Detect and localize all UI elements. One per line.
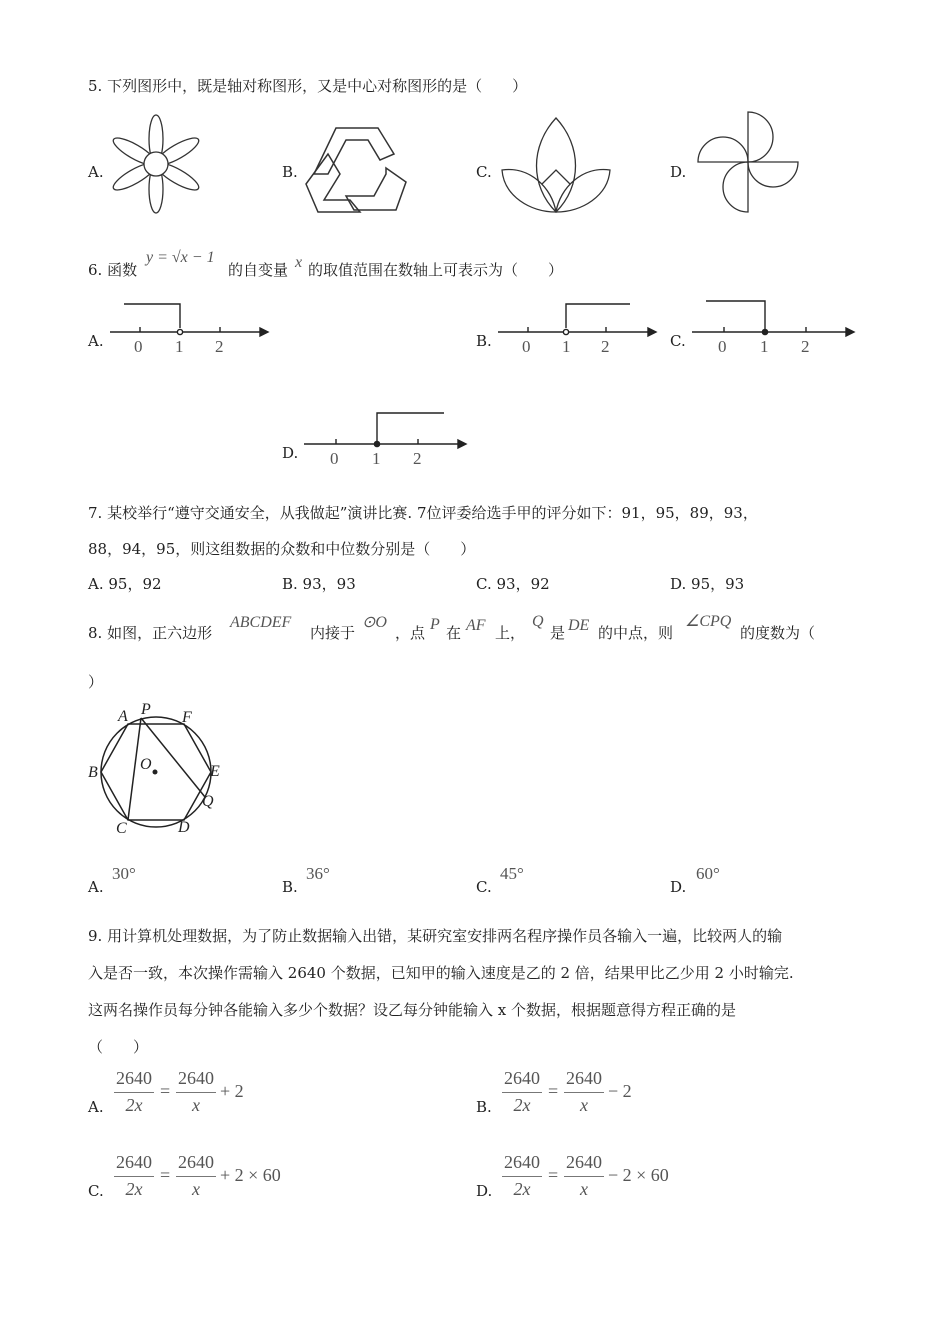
number-line-c: [692, 298, 856, 338]
q9-line-3: 这两名操作员每分钟各能输入多少个数据？设乙每分钟能输入 x 个数据，根据题意得方程正确的是: [88, 1001, 737, 1019]
q9-option-b-equation: [500, 1068, 640, 1120]
q8-stem-2: 内接于: [310, 624, 356, 642]
q9-a-tail: + 2: [220, 1081, 244, 1101]
q7-option-c: C. 93，92: [476, 575, 550, 593]
q9-line-2: 入是否一致，本次操作需输入 2640 个数据，已知甲的输入速度是乙的 2 倍，结果甲比乙少用 2 小时输完.: [88, 964, 794, 982]
q9-b-num1: 2640: [504, 1068, 540, 1088]
q6-option-c-label: C.: [670, 332, 686, 350]
q8-angle-cpq: ∠CPQ: [685, 613, 732, 630]
q6-option-a-label: A.: [88, 332, 104, 350]
number-line-c-tick-0: 0: [718, 337, 727, 356]
q8-option-d-letter: D.: [670, 878, 687, 896]
q8-stem-8: 的度数为（: [740, 624, 816, 642]
q9-b-den1: 2x: [513, 1095, 531, 1115]
q9-option-c-letter: C.: [88, 1182, 104, 1200]
number-line-b-tick-1: 1: [562, 337, 571, 356]
q6-stem-suffix: 的取值范围在数轴上可表示为（ ）: [308, 261, 564, 279]
q8-stem-1: 8. 如图，正六边形: [88, 624, 213, 642]
q5-option-d-label: D.: [670, 163, 687, 181]
hex-label-f: F: [182, 709, 192, 726]
q9-a-den2: x: [192, 1095, 200, 1115]
number-line-c-tick-2: 2: [801, 337, 810, 356]
number-line-d-tick-0: 0: [330, 449, 339, 468]
q9-d-tail: − 2 × 60: [608, 1165, 669, 1185]
q5-stem: 5. 下列图形中，既是轴对称图形，又是中心对称图形的是（ ）: [88, 77, 528, 95]
number-line-d: [304, 410, 468, 450]
q7-option-a: A. 95，92: [88, 575, 162, 593]
q5-option-a-label: A.: [88, 163, 104, 181]
number-line-a-tick-1: 1: [175, 337, 184, 356]
q9-c-eq: =: [160, 1165, 171, 1185]
number-line-a: [110, 300, 270, 340]
q9-a-den1: 2x: [125, 1095, 143, 1115]
q8-stem-4: 在: [446, 624, 462, 642]
hex-label-b: B: [88, 764, 98, 781]
number-line-c-tick-1: 1: [760, 337, 769, 356]
hex-label-q: Q: [202, 793, 214, 810]
number-line-b: [498, 300, 658, 340]
q8-stem-7: 的中点，则: [598, 624, 674, 642]
q8-option-c-letter: C.: [476, 878, 492, 896]
hex-label-e: E: [210, 763, 220, 780]
lotus-figure: [500, 116, 612, 214]
q6-option-d-label: D.: [282, 444, 299, 462]
q6-variable: x: [295, 254, 303, 271]
q8-stem-6: 是: [550, 624, 566, 642]
q9-c-den2: x: [192, 1179, 200, 1199]
q7-line-1: 7. 某校举行“遵守交通安全，从我做起”演讲比赛. 7位评委给选手甲的评分如下：91，95，89，93，: [88, 504, 758, 522]
number-line-d-tick-1: 1: [372, 449, 381, 468]
q8-arc-de: DE: [568, 617, 590, 634]
recycle-hexagon-figure: [306, 124, 408, 216]
q9-d-den1: 2x: [513, 1179, 531, 1199]
q7-line-2: 88，94，95，则这组数据的众数和中位数分别是（ ）: [88, 540, 476, 558]
hex-label-c: C: [116, 820, 127, 837]
q9-c-num2: 2640: [178, 1152, 214, 1172]
q8-option-c-value: 45°: [500, 864, 524, 883]
q9-d-num2: 2640: [566, 1152, 602, 1172]
q8-arc-af: AF: [466, 617, 486, 634]
q7-option-d: D. 95，93: [670, 575, 745, 593]
q9-paren: （ ）: [88, 1038, 149, 1056]
q9-d-eq: =: [548, 1165, 559, 1185]
number-line-b-tick-2: 2: [601, 337, 610, 356]
number-line-d-tick-2: 2: [413, 449, 422, 468]
hex-label-p: P: [141, 701, 151, 718]
q8-stem-5: 上，: [495, 624, 526, 642]
q5-option-c-label: C.: [476, 163, 492, 181]
pinwheel-figure: [696, 110, 800, 214]
q9-b-den2: x: [580, 1095, 588, 1115]
q8-point-q: Q: [532, 613, 544, 630]
q7-option-b: B. 93，93: [282, 575, 356, 593]
q9-option-c-equation: [112, 1152, 292, 1204]
q9-a-num2: 2640: [178, 1068, 214, 1088]
q6-stem-prefix: 6. 函数: [88, 261, 138, 279]
q8-option-b-value: 36°: [306, 864, 330, 883]
q9-c-den1: 2x: [125, 1179, 143, 1199]
number-line-a-tick-2: 2: [215, 337, 224, 356]
q6-option-b-label: B.: [476, 332, 492, 350]
q9-line-1: 9. 用计算机处理数据，为了防止数据输入出错，某研究室安排两名程序操作员各输入一遍，比较两人的输: [88, 927, 783, 945]
q9-option-a-equation: [112, 1068, 252, 1120]
q9-c-tail: + 2 × 60: [220, 1165, 281, 1185]
flower-figure: [110, 115, 206, 215]
q5-option-b-label: B.: [282, 163, 298, 181]
q9-a-eq: =: [160, 1081, 171, 1101]
q9-d-den2: x: [580, 1179, 588, 1199]
q8-hexagon-name: ABCDEF: [230, 614, 292, 631]
q9-option-a-letter: A.: [88, 1098, 104, 1116]
q9-b-tail: − 2: [608, 1081, 632, 1101]
q8-option-a-letter: A.: [88, 878, 104, 896]
q8-circle-o: ⊙O: [362, 614, 387, 631]
q8-option-a-value: 30°: [112, 864, 136, 883]
q8-close-paren: ）: [88, 673, 104, 691]
q9-b-eq: =: [548, 1081, 559, 1101]
q9-b-num2: 2640: [566, 1068, 602, 1088]
q9-option-d-letter: D.: [476, 1182, 493, 1200]
q9-option-b-letter: B.: [476, 1098, 492, 1116]
q9-a-num1: 2640: [116, 1068, 152, 1088]
number-line-b-tick-0: 0: [522, 337, 531, 356]
hex-label-d: D: [178, 819, 190, 836]
number-line-a-tick-0: 0: [134, 337, 143, 356]
q8-option-d-value: 60°: [696, 864, 720, 883]
q8-stem-3: ，点: [395, 624, 426, 642]
q6-stem-mid: 的自变量: [228, 261, 289, 279]
q9-c-num1: 2640: [116, 1152, 152, 1172]
q6-formula: y = √x − 1: [146, 249, 215, 266]
hex-label-a: A: [118, 708, 128, 725]
hex-label-o: O: [140, 756, 152, 773]
q9-d-num1: 2640: [504, 1152, 540, 1172]
q8-point-p: P: [430, 616, 440, 633]
q8-option-b-letter: B.: [282, 878, 298, 896]
q9-option-d-equation: [500, 1152, 680, 1204]
